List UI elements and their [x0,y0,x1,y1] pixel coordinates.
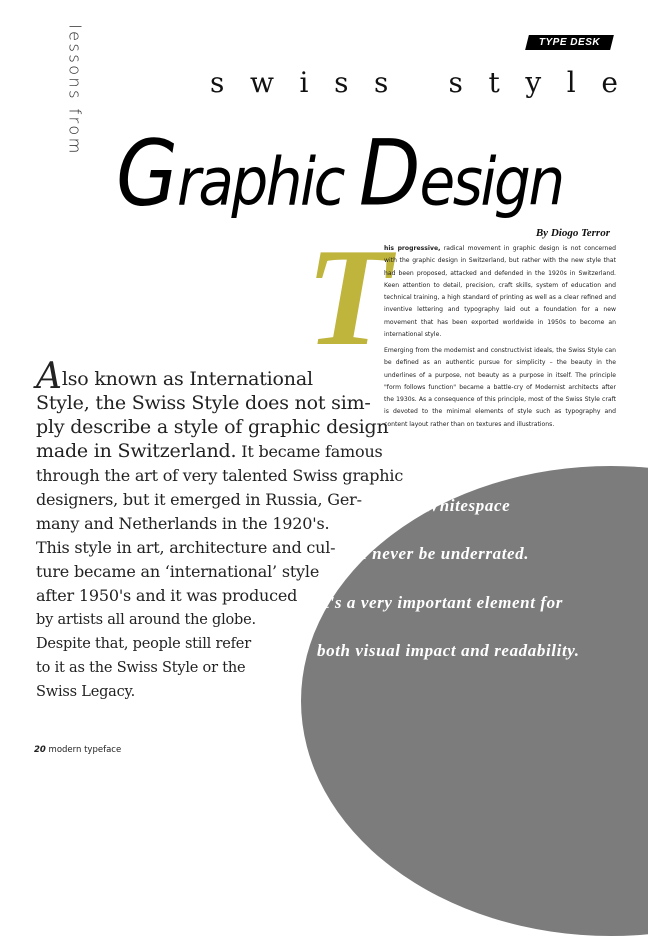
intro-line: Swiss Legacy. [36,684,136,700]
intro-line: after 1950's and it was produced [36,586,298,605]
intro-line [36,439,403,464]
lead-bold: his progressive, [384,245,441,252]
intro-line: through the art of very talented Swiss graphic [36,466,404,485]
article-paragraph-2: Emerging from the modernist and constructivist ideals, the Swiss Style can be defined as an authentic pursue for simplicity – the beauty in the underlines of a purpose, not beauty as a purpose in itself. The principle "form follows function" became a battle-cry of Modernist architects after the 1930s. As a consequence of this principle, most of the Swiss Style craft is devoted to the minimal elements of style such as typography and content layout rather than on textures and illustrations. [384,347,616,428]
title-cap-g: G [116,120,177,227]
intro-line: designers, but it emerged in Russia, Ger- [36,490,362,509]
intro-line: to it as the Swiss Style or the [36,660,246,676]
vertical-label [58,24,92,156]
title-rest-1: raphic [177,142,359,221]
article-paragraph-1 [384,243,616,341]
page-number: 20 [34,745,46,755]
intro-line: This style in art, architecture and cul- [36,538,336,557]
title-rest-2: esign [419,142,563,221]
swiss-style-heading: swiss style [210,66,644,99]
intro-line: ture became an ‘international’ style [36,562,320,581]
intro-line: ply describe a style of graphic design [36,416,389,438]
page-title [116,120,563,226]
intro-line-text: It became famous [236,442,383,461]
vertical-label-text: lessons from [65,24,85,156]
intro-line: Despite that, people still refer [36,636,251,652]
intro-line: many and Netherlands in the 1920's. [36,514,330,533]
intro-line: by artists all around the globe. [36,612,256,628]
type-desk-label: TYPE DESK [538,37,601,48]
intro-line: Style, the Swiss Style does not sim- [36,392,371,414]
intro-line [36,356,403,397]
intro-line-text: made in Switzerland. [36,440,237,462]
type-desk-tag [525,35,614,50]
intro-line-text: lso known as International [61,368,313,390]
drop-cap: T [306,220,392,375]
paragraph-1-text: radical movement in graphic design is not concerned with the graphic design in Switzerland, but rather with the new style that had been proposed, attacked and defended in the 1920s in Switzerland. Keen attention to detail, precision, craft skills, system of education and technical training, a high standard of printing as well as a clear refined and inventive lettering and typography laid out a foundation for a new movement that has been exported worldwide in 1950s to become an international style. [384,245,616,339]
footer-label: modern typeface [45,745,122,755]
intro-drop-cap: A [36,356,62,397]
page-footer [34,745,121,755]
pull-quote-line: It's a very important element for [317,593,563,612]
pull-quote-line: Whitespace [424,496,511,515]
author-byline: By Diogo Terror [535,227,610,239]
pull-quote-line: can never be underrated. [340,544,530,563]
pull-quote-line: both visual impact and readability. [317,641,580,660]
title-cap-d: D [358,120,420,227]
